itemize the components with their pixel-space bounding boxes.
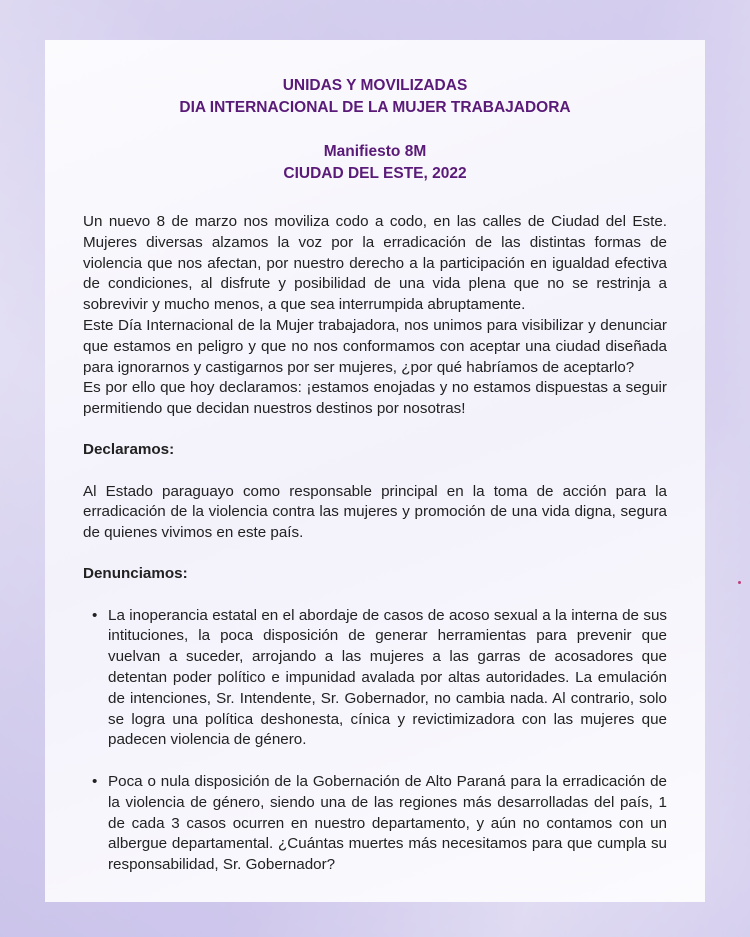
bullet-icon: • [92,606,98,624]
intro-section [83,212,667,420]
list-item [92,606,667,752]
denunciamos-section [83,564,667,876]
list-item [92,772,667,876]
intro-paragraph-3: Es por ello que hoy declaramos: ¡estamos enojadas y no estamos dispuestas a seguir permitiendo que decidan nuestros destinos por nosotras! [83,379,667,418]
spacer [83,585,667,606]
declaramos-section [83,440,667,544]
declaramos-text: Al Estado paraguayo como responsable principal en la toma de acción para la erradicación de la violencia contra las mujeres y promoción de una vida digna, segura de quienes vivimos en este país. [83,482,667,542]
intro-paragraph-2: Este Día Internacional de la Mujer trabajadora, nos unimos para visibilizar y denunciar que estamos en peligro y que no nos conformamos con aceptar una ciudad diseñada para ignorarnos y castigarnos por ser mujeres, ¿por qué habríamos de aceptarlo? [83,316,667,376]
title-line-2: DIA INTERNACIONAL DE LA MUJER TRABAJADORA [179,99,571,116]
header-gap [83,119,667,141]
manifesto-header [83,75,667,185]
denunciamos-heading: Denunciamos: [83,564,188,582]
subtitle-line-1: Manifiesto 8M [323,143,427,160]
manifesto-panel [45,40,705,902]
decorative-dot [738,581,741,584]
spacer [83,461,667,482]
intro-paragraph-1: Un nuevo 8 de marzo nos moviliza codo a codo, en las calles de Ciudad del Este. Mujeres diversas alzamos la voz por la erradicación de las distintas formas de violencia que nos afectan, por nuestro derecho a la participación en igualdad efectiva de condiciones, al disfrute y posibilidad de una vida plena que no se restrinja a sobrevivir y mucho menos, a que sea interrumpida abruptamente. [83,213,667,314]
bullet-icon: • [92,772,98,790]
denuncias-list [83,606,667,876]
declaramos-heading: Declaramos: [83,440,175,458]
list-item-text: La inoperancia estatal en el abordaje de casos de acoso sexual a la interna de sus intituciones, la poca disposición de generar herramientas para prevenir que vuelvan a suceder, arrojando a las mujeres a las garras de acosadores que detentan poder político e impunidad avalada por altas autoridades. La emulación de intenciones, Sr. Intendente, Sr. Gobernador, no cambia nada. Al contrario, solo se logra una política deshonesta, cínica y revictimizadora con las mujeres que padecen violencia de género. [108,606,667,749]
list-item-text: Poca o nula disposición de la Gobernación de Alto Paraná para la erradicación de la violencia de género, siendo una de las regiones más desarrolladas del país, 1 de cada 3 casos ocurren en nuestro departamento, y aún no contamos con un albergue departamental. ¿Cuántas muertes más necesitamos para que cumpla su responsabilidad, Sr. Gobernador? [108,772,667,874]
subtitle-line-2: CIUDAD DEL ESTE, 2022 [283,165,467,182]
title-line-1: UNIDAS Y MOVILIZADAS [282,77,468,94]
